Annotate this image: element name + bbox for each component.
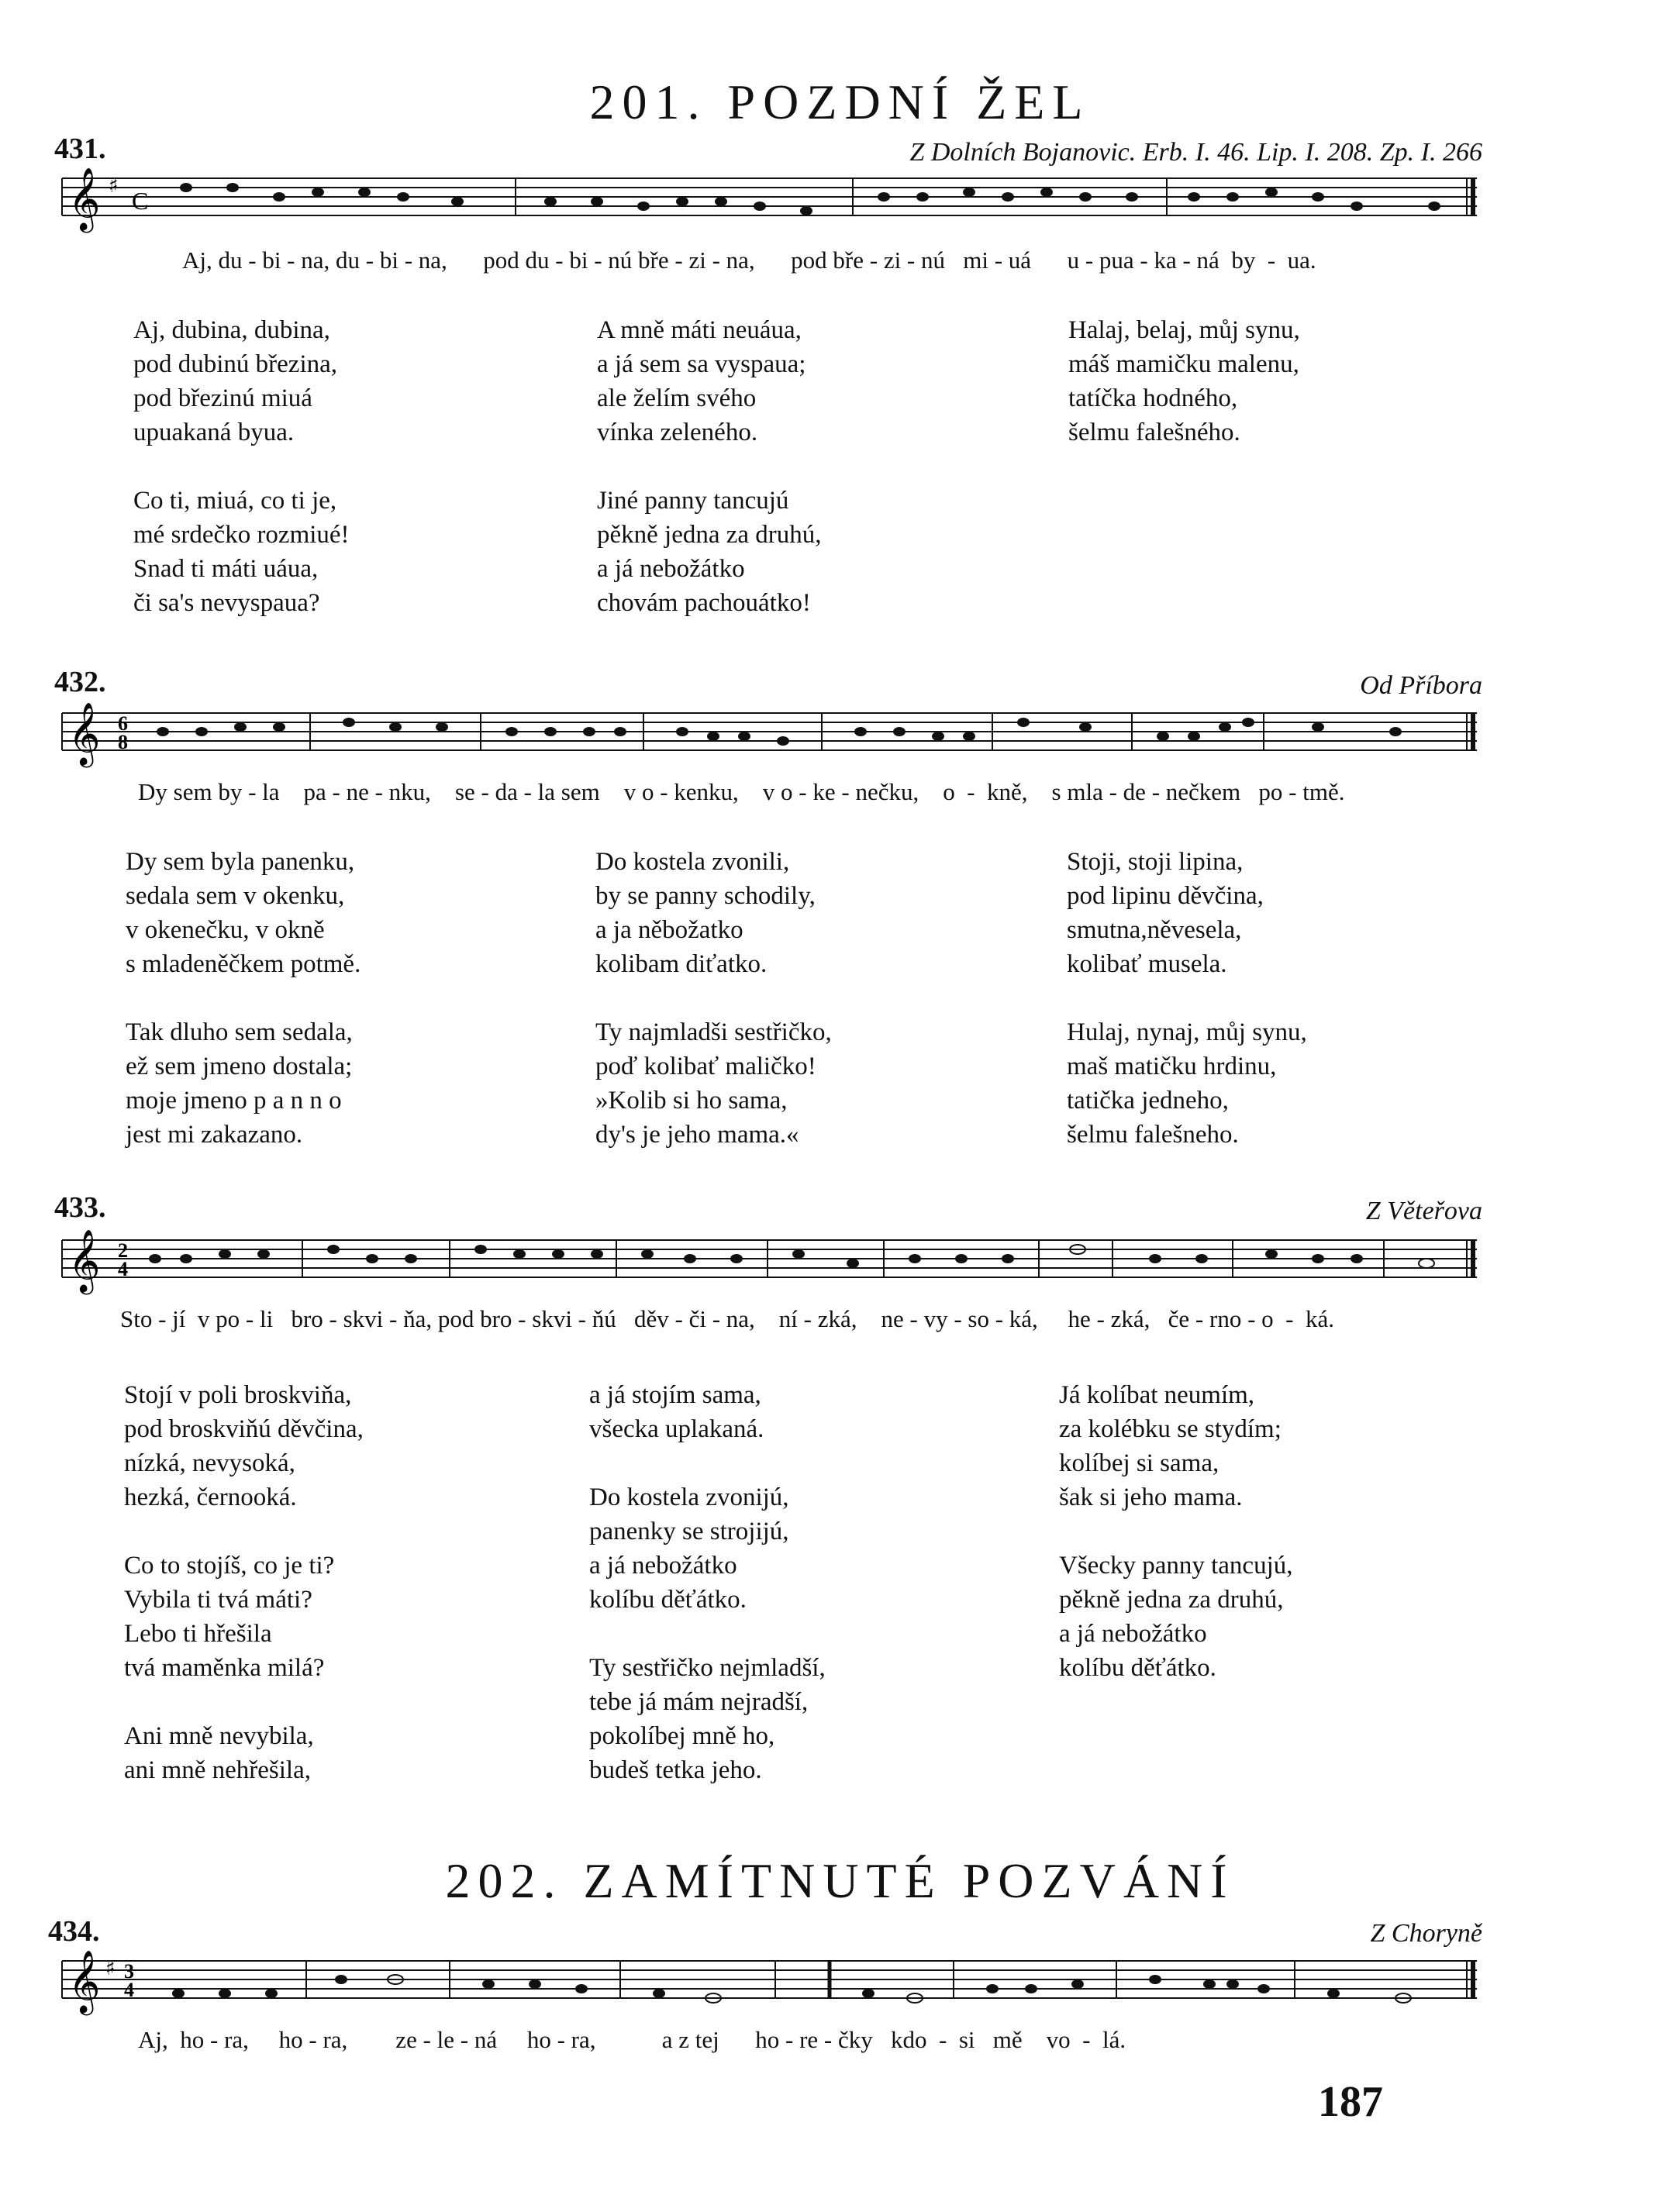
treble-clef-icon: 𝄞 bbox=[68, 167, 101, 230]
song-number: 434. bbox=[48, 1915, 100, 1948]
stanzas-433-col3: Já kolíbat neumím, za kolébku se stydím; kolíbej si sama, šak si jeho mama. Všecky panny tancujú, pěkně jedna za druhú, a já nebožátko kolíbu děťátko. bbox=[1059, 1381, 1293, 1682]
stanza-431-1: Aj, dubina, dubina, pod dubinú březina, pod březinú miuá upuakaná byua. bbox=[133, 316, 338, 446]
section-title-202: 202. ZAMÍTNUTÉ POZVÁNÍ bbox=[445, 1853, 1235, 1908]
song-source: Z Dolních Bojanovic. Erb. I. 46. Lip. I. 208. Zp. I. 266 bbox=[909, 138, 1482, 167]
lyrics-434: Aj, ho - ra, ho - ra, ze - le - ná ho - ra, a z tej ho - re - čky kdo - si mě vo - lá. bbox=[138, 2026, 1126, 2053]
treble-clef-icon: 𝄞 bbox=[68, 701, 101, 765]
stanza-432-5: Ty najmladši sestřičko, poď kolibať maličko! »Kolib si ho sama, dy's je jeho mama.« bbox=[595, 1018, 832, 1149]
music-staff-431 bbox=[47, 155, 1490, 240]
music-staff-433 bbox=[47, 1217, 1490, 1302]
song-source: Od Příbora bbox=[1360, 671, 1482, 700]
stanza-432-6: Hulaj, nynaj, můj synu, maš matičku hrdinu, tatička jedneho, šelmu falešneho. bbox=[1067, 1018, 1307, 1149]
sharp-icon: ♯ bbox=[105, 1957, 116, 1980]
lyrics-431: Aj, du - bi - na, du - bi - na, pod du - bi - nú bře - zi - na, pod bře - zi - nú mi - uá u - pua - ka - ná by - ua. bbox=[182, 246, 1316, 274]
time-signature-bottom: 4 bbox=[118, 1258, 128, 1280]
music-staff-434 bbox=[47, 1938, 1490, 2023]
time-signature: C bbox=[132, 187, 149, 215]
notes-433 bbox=[149, 1245, 1434, 1268]
stanza-432-3: Stoji, stoji lipina, pod lipinu děvčina, smutna,něvesela, kolibať musela. bbox=[1067, 848, 1264, 978]
section-title-201: 201. POZDNÍ ŽEL bbox=[589, 74, 1091, 129]
time-signature-bottom: 4 bbox=[124, 1979, 134, 2001]
time-signature-top: 6 bbox=[118, 712, 128, 735]
stanza-432-4: Tak dluho sem sedala, ež sem jmeno dostala; moje jmeno p a n n o jest mi zakazano. bbox=[126, 1018, 353, 1149]
stanzas-433-col1: Stojí v poli broskviňa, pod broskviňú děvčina, nízká, nevysoká, hezká, černooká. Co to stojíš, co je ti? Vybila ti tvá máti? Lebo ti hřešila tvá maměnka milá? Ani mně nevybila, ani mně nehřešila, bbox=[124, 1381, 364, 1784]
treble-clef-icon: 𝄞 bbox=[68, 1228, 101, 1292]
stanza-431-2: A mně máti neuáua, a já sem sa vyspaua; ale želím svého vínka zeleného. bbox=[597, 316, 806, 446]
stanzas-433-col2: a já stojím sama, všecka uplakaná. Do kostela zvonijú, panenky se strojijú, a já nebožátko kolíbu děťátko. Ty sestřičko nejmladší, tebe já mám nejradší, pokolíbej mně ho, budeš tetka jeho. bbox=[589, 1381, 826, 1784]
page-number: 187 bbox=[1318, 2078, 1383, 2126]
stanza-431-4: Co ti, miuá, co ti je, mé srdečko rozmiué! Snad ti máti uáua, či sa's nevyspaua? bbox=[133, 487, 350, 617]
song-number: 431. bbox=[54, 133, 106, 165]
time-signature-top: 3 bbox=[124, 1960, 134, 1983]
lyrics-433: Sto - jí v po - li bro - skvi - ňa, pod bro - skvi - ňú děv - či - na, ní - zká, ne - vy - so - ká, he - zká, če - rno - o - ká. bbox=[120, 1305, 1334, 1332]
song-number: 433. bbox=[54, 1191, 106, 1224]
stanza-432-1: Dy sem byla panenku, sedala sem v okenku, v okenečku, v okně s mladeněčkem potmě. bbox=[126, 848, 361, 978]
stanza-431-5: Jiné panny tancujú pěkně jedna za druhú, a já nebožátko chovám pachouátko! bbox=[597, 487, 822, 617]
sharp-icon: ♯ bbox=[109, 174, 119, 198]
stanza-431-3: Halaj, belaj, můj synu, máš mamičku malenu, tatíčka hodného, šelmu falešného. bbox=[1068, 316, 1300, 446]
time-signature-bottom: 8 bbox=[118, 731, 128, 753]
treble-clef-icon: 𝄞 bbox=[68, 1949, 101, 2013]
song-source: Z Choryně bbox=[1370, 1919, 1482, 1948]
music-staff-432 bbox=[47, 690, 1490, 775]
stanza-432-2: Do kostela zvonili, by se panny schodily, a ja něbožatko kolibam diťatko. bbox=[595, 848, 816, 978]
time-signature-top: 2 bbox=[118, 1239, 128, 1262]
song-number: 432. bbox=[54, 666, 106, 698]
song-source: Z Větеřova bbox=[1365, 1197, 1482, 1225]
lyrics-432: Dy sem by - la pa - ne - nku, se - da - la sem v o - kenku, v o - ke - nečku, o - kně, s mla - de - nečkem po - tmě. bbox=[138, 778, 1345, 805]
